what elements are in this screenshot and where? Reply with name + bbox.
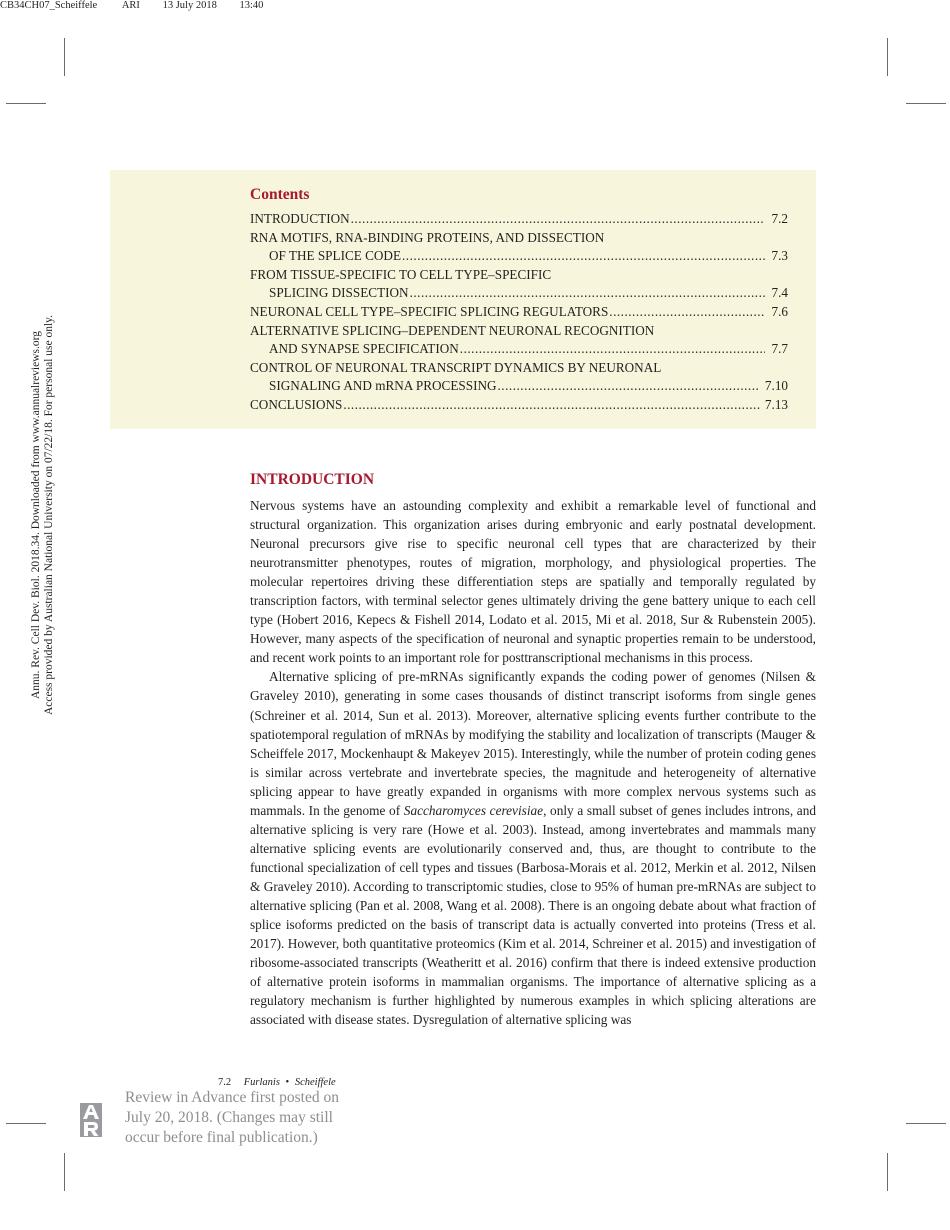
toc-entry-label: OF THE SPLICE CODE [269,248,402,264]
crop-mark [6,1123,46,1124]
toc-entry [250,210,788,229]
toc-entry [250,303,788,322]
paragraph-2: Alternative splicing of pre-mRNAs significantly expands the coding power of genomes (Nilsen & Graveley 2010), generating in some cases thousands of distinct transcript isoforms from single genes (Schreiner et al. 2014, Sun et al. 2013). Moreover, alternative splicing events further contribute to the spatiotemporal regulation of mRNAs by modifying the stability and localization of transcripts (Mauger & Scheiffele 2017, Mockenhaupt & Makeyev 2015). Interestingly, while the number of protein coding genes is similar across vertebrate and invertebrate species, the magnitude and heterogeneity of alternative splicing appear to have greatly expanded in organisms with more complex nervous systems such as mammals. In the genome of Saccharomyces cerevisiae, only a small subset of genes includes introns, and alternative splicing is very rare (Howe et al. 2003). Instead, among invertebrates and mammals many alternative splicing events are evolutionarily conserved and, thus, are thought to contribute to the functional specialization of cell types and tissues (Barbosa-Morais et al. 2012, Merkin et al. 2012, Nilsen & Graveley 2010). According to transcriptomic studies, close to 95% of human pre-mRNAs are subject to alternative splicing (Pan et al. 2008, Wang et al. 2008). There is an ongoing debate about what fraction of splice isoforms predicted on the basis of transcript data is actually converted into proteins (Tress et al. 2017). However, both quantitative proteomics (Kim et al. 2014, Schreiner et al. 2015) and investigation of ribosome-associated transcripts (Weatheritt et al. 2016) confirm that there is indeed extensive production of alternative protein isoforms in mammalian organisms. The importance of alternative splicing as a regulatory mechanism is further highlighted by numerous examples in which splicing alterations are associated with disease states. Dysregulation of alternative splicing was [250,669,816,1028]
slug-date: 13 July 2018 [162,0,217,11]
toc-entry-page: 7.3 [771,248,788,264]
toc-entry [250,359,788,378]
review-line-3: occur before final publication.) [125,1129,318,1146]
toc-entry [250,396,788,415]
contents-title: Contents [250,186,310,203]
crop-mark [6,103,46,104]
toc-entry-page: 7.2 [771,211,788,226]
toc-entry-label: AND SYNAPSE SPECIFICATION [269,341,459,357]
toc-entry-page: 7.6 [771,303,788,319]
toc-leader-dots [460,340,765,359]
toc-entry-page: 7.7 [771,341,788,357]
slug-line [0,0,950,11]
page-number: 7.2 [218,1077,232,1088]
toc-entry-label: RNA MOTIFS, RNA-BINDING PROTEINS, AND DISSECTION [250,229,605,245]
sidebar-line-1: Annu. Rev. Cell Dev. Biol. 2018.34. Downloaded from www.annualreviews.org [30,330,42,700]
crop-mark [64,1153,65,1191]
toc-entry-page: 7.4 [771,285,788,301]
access-sidebar [30,200,55,830]
toc-leader-dots [402,247,765,266]
toc-entry-label: CONCLUSIONS [250,396,343,412]
toc-entry-label: CONTROL OF NEURONAL TRANSCRIPT DYNAMICS BY NEURONAL [250,359,662,375]
crop-mark [906,1123,946,1124]
author-separator: • [285,1077,290,1088]
toc-entry [250,284,788,303]
review-in-advance-note [125,1088,339,1148]
toc-entry-label: SPLICING DISSECTION [269,285,409,301]
species-name: Saccharomyces cerevisiae [403,802,544,818]
body-text [250,496,816,1029]
crop-mark [887,1153,888,1191]
annual-reviews-logo-icon [80,1103,102,1137]
toc-entry-label: ALTERNATIVE SPLICING–DEPENDENT NEURONAL RECOGNITION [250,322,655,338]
section-heading: INTRODUCTION [250,471,375,488]
folio [218,1077,336,1088]
crop-mark [887,38,888,76]
toc-leader-dots [351,210,765,229]
toc-entry-label: SIGNALING AND mRNA PROCESSING [269,378,497,394]
toc-entry-label: FROM TISSUE-SPECIFIC TO CELL TYPE–SPECIFIC [250,266,552,282]
sidebar-line-2: Access provided by Australian National University on 07/22/18. For personal use only. [43,314,55,716]
toc-leader-dots [410,284,765,303]
toc-entry [250,377,788,396]
toc-entry-label: NEURONAL CELL TYPE–SPECIFIC SPLICING REGULATORS [250,303,609,319]
toc-entry-page: 7.13 [764,396,788,412]
toc-entry [250,340,788,359]
review-line-1: Review in Advance first posted on [125,1089,339,1106]
toc-entry-label: INTRODUCTION [250,211,350,226]
toc-entry [250,247,788,266]
review-line-2: July 20, 2018. (Changes may still [125,1109,333,1126]
toc-entry [250,322,788,341]
crop-mark [906,103,946,104]
table-of-contents [250,210,788,415]
toc-entry [250,266,788,285]
author-1: Furlanis [243,1077,280,1088]
toc-leader-dots [343,396,760,415]
slug-code: CB34CH07_Scheiffele [0,0,98,11]
slug-journal: ARI [121,0,140,11]
author-2: Scheiffele [294,1077,336,1088]
toc-leader-dots [609,303,765,322]
toc-leader-dots [498,377,760,396]
paragraph-1: Nervous systems have an astounding complexity and exhibit a remarkable level of functional and structural organization. This organization arises during embryonic and early postnatal development. Neuronal precursors give rise to specific neuronal cell types that are characterized by their neurotransmitter phenotypes, routes of migration, morphology, and physiological properties. The molecular repertoires driving these differentiation steps are spatially and temporally regulated by transcription factors, with terminal selector genes ultimately driving the gene battery unique to each cell type (Hobert 2016, Kepecs & Fishell 2014, Lodato et al. 2015, Mi et al. 2018, Sur & Rubenstein 2005). However, many aspects of the specification of neuronal and synaptic properties remain to be understood, and recent work points to an important role for posttranscriptional mechanisms in this process. [250,498,816,666]
toc-entry-page: 7.10 [764,378,788,394]
slug-time: 13:40 [239,0,264,11]
toc-entry [250,229,788,248]
crop-mark [64,38,65,76]
